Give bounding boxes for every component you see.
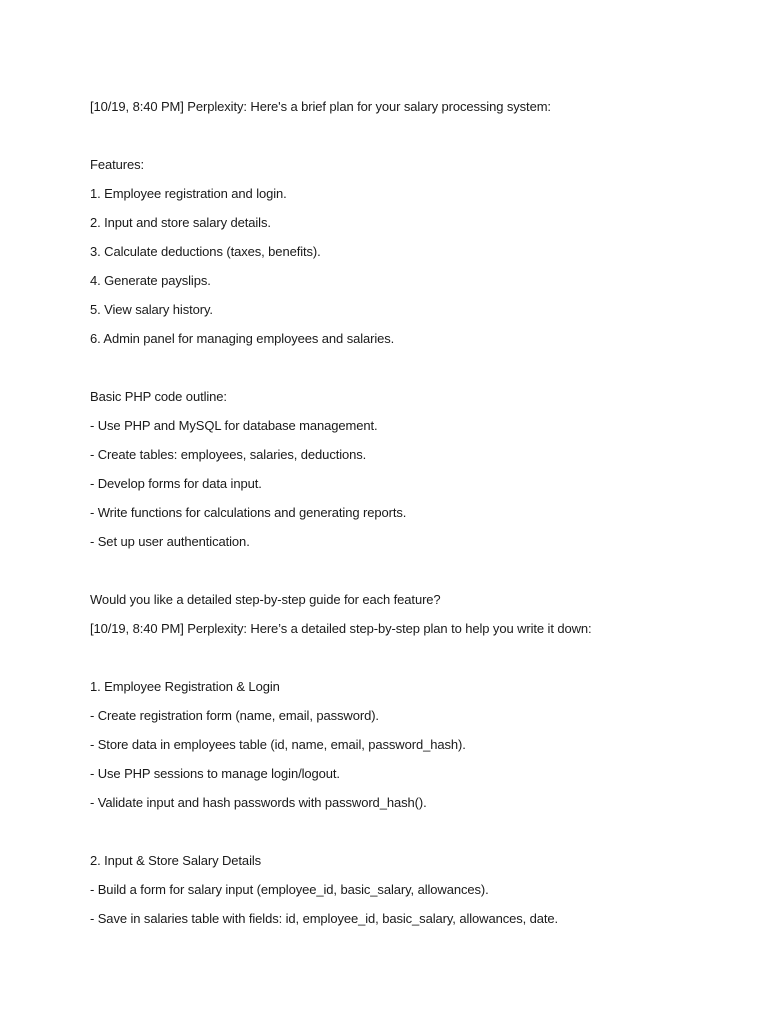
- blank-line: [90, 121, 730, 150]
- text-line: 2. Input & Store Salary Details: [90, 853, 262, 868]
- text-line: - Create tables: employees, salaries, deductions.: [90, 447, 367, 462]
- text-line: 6. Admin panel for managing employees and salaries.: [90, 331, 395, 346]
- text-line: 1. Employee registration and login.: [90, 186, 287, 201]
- text-line: 1. Employee Registration & Login: [90, 679, 280, 694]
- document-body: [90, 92, 730, 933]
- text-line: - Use PHP sessions to manage login/logout.: [90, 766, 340, 781]
- blank-line: [90, 643, 730, 672]
- blank-line: [90, 817, 730, 846]
- text-line: [10/19, 8:40 PM] Perplexity: Here's a brief plan for your salary processing system:: [90, 99, 551, 114]
- text-line: 5. View salary history.: [90, 302, 213, 317]
- text-line: [10/19, 8:40 PM] Perplexity: Here’s a detailed step-by-step plan to help you write it down:: [90, 621, 592, 636]
- blank-line: [90, 353, 730, 382]
- text-line: Basic PHP code outline:: [90, 389, 227, 404]
- text-line: - Build a form for salary input (employee_id, basic_salary, allowances).: [90, 882, 489, 897]
- text-line: 3. Calculate deductions (taxes, benefits).: [90, 244, 321, 259]
- text-line: - Write functions for calculations and generating reports.: [90, 505, 407, 520]
- text-line: - Set up user authentication.: [90, 534, 250, 549]
- text-line: - Store data in employees table (id, name, email, password_hash).: [90, 737, 466, 752]
- text-line: - Develop forms for data input.: [90, 476, 262, 491]
- text-line: 2. Input and store salary details.: [90, 215, 271, 230]
- text-line: Would you like a detailed step-by-step guide for each feature?: [90, 592, 441, 607]
- text-line: Features:: [90, 157, 145, 172]
- blank-line: [90, 556, 730, 585]
- text-line: - Save in salaries table with fields: id, employee_id, basic_salary, allowances, date.: [90, 911, 559, 926]
- text-line: 4. Generate payslips.: [90, 273, 211, 288]
- text-line: - Use PHP and MySQL for database management.: [90, 418, 378, 433]
- text-line: - Create registration form (name, email, password).: [90, 708, 379, 723]
- text-line: - Validate input and hash passwords with password_hash().: [90, 795, 427, 810]
